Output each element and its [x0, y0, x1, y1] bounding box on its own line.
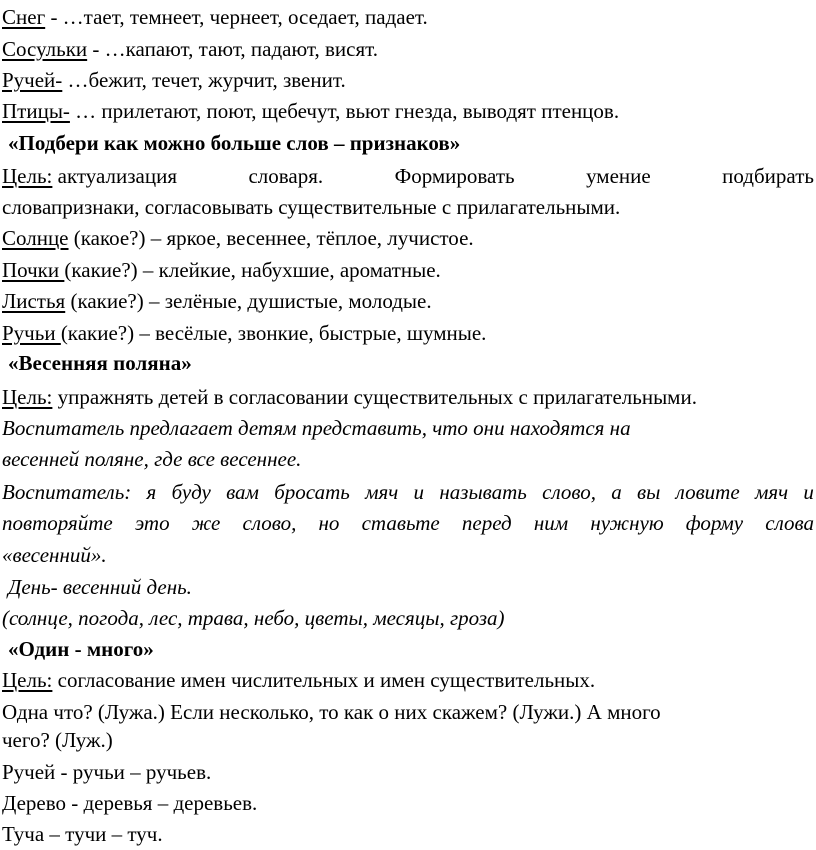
example-line: Туча – тучи – туч.	[2, 822, 163, 846]
goal-word: Формировать	[394, 164, 515, 188]
word: мяч	[365, 480, 399, 504]
term: Снег	[2, 5, 46, 29]
verb-line	[2, 96, 814, 126]
verb-line	[2, 65, 814, 95]
word: я	[146, 480, 157, 504]
goal-text: упражнять детей в согласовании существительных с прилагательными.	[52, 385, 697, 409]
word: повторяйте	[2, 511, 113, 535]
italic-justified-line	[2, 508, 814, 538]
line-text: - …капают, тают, падают, висят.	[87, 37, 378, 61]
line-text: (какие?) – клейкие, набухшие, ароматные.	[64, 258, 441, 282]
goal-label: Цель:	[2, 385, 53, 409]
adjective-line	[2, 255, 814, 285]
word: форму	[685, 511, 744, 535]
italic-line: весенней поляне, где все весеннее.	[2, 447, 302, 471]
text-line: Одна что? (Лужа.) Если несколько, то как о них скажем? (Лужи.) А много	[2, 700, 661, 724]
term: Ручьи	[2, 321, 61, 345]
line-text: - …тает, темнеет, чернеет, оседает, падает.	[45, 5, 428, 29]
word: слово,	[242, 511, 297, 535]
word: но	[318, 511, 340, 535]
word: мяч	[754, 480, 789, 504]
word: слова	[765, 511, 814, 535]
goal-line	[2, 161, 814, 191]
goal-word: умение	[586, 164, 651, 188]
italic-justified-line	[2, 477, 814, 507]
example-line: Ручей - ручьи – ручьев.	[2, 760, 212, 784]
line-text: … прилетают, поют, щебечут, вьют гнезда, выводят птенцов.	[69, 99, 620, 123]
verb-line	[2, 34, 814, 64]
term: Ручей-	[2, 68, 63, 92]
italic-line: «весенний».	[2, 543, 107, 567]
word: вам	[226, 480, 259, 504]
goal-line	[2, 665, 814, 695]
italic-line: День- весенний день.	[8, 575, 192, 599]
word: ним	[533, 511, 569, 535]
line-text: …бежит, течет, журчит, звенит.	[62, 68, 346, 92]
word: называть	[439, 480, 527, 504]
line-text: (какое?) – яркое, весеннее, тёплое, лучистое.	[68, 226, 474, 250]
game-title: «Один - много»	[8, 637, 154, 661]
word: и	[803, 480, 814, 504]
adjective-line	[2, 223, 814, 253]
line-text: (какие?) – зелёные, душистые, молодые.	[65, 289, 432, 313]
word: же	[191, 511, 221, 535]
line-text: (какие?) – весёлые, звонкие, быстрые, шумные.	[60, 321, 487, 345]
term: Сосульки	[2, 37, 88, 61]
word: перед	[461, 511, 512, 535]
goal-word: словаря.	[248, 164, 324, 188]
word: и	[413, 480, 425, 504]
goal-word: актуализация	[57, 164, 177, 188]
adjective-line	[2, 286, 814, 316]
goal-label: Цель:	[2, 164, 53, 188]
word: нужную	[590, 511, 664, 535]
word: слово,	[542, 480, 596, 504]
term: Листья	[2, 289, 66, 313]
term: Почки	[2, 258, 65, 282]
word: а	[611, 480, 622, 504]
game-title: «Подбери как можно больше слов – признаков»	[8, 131, 461, 155]
italic-line: (солнце, погода, лес, трава, небо, цветы, месяцы, гроза)	[2, 606, 505, 630]
text-line: чего? (Луж.)	[2, 728, 113, 752]
word: вы	[637, 480, 661, 504]
goal-label: Цель:	[2, 668, 53, 692]
word: ловите	[675, 480, 740, 504]
word: ставьте	[361, 511, 440, 535]
verb-line	[2, 2, 814, 32]
goal-word: подбирать	[722, 164, 814, 188]
word: это	[134, 511, 170, 535]
italic-line: Воспитатель предлагает детям представить, что они находятся на	[2, 416, 631, 440]
word: буду	[171, 480, 211, 504]
word: Воспитатель:	[2, 480, 132, 504]
game-title: «Весенняя поляна»	[8, 351, 192, 375]
goal-line	[2, 382, 814, 412]
term: Солнце	[2, 226, 69, 250]
example-line: Дерево - деревья – деревьев.	[2, 791, 258, 815]
goal-text: согласование имен числительных и имен существительных.	[52, 668, 596, 692]
term: Птицы-	[2, 99, 70, 123]
goal-continuation: словапризнаки, согласовывать существительные с прилагательными.	[2, 195, 621, 219]
word: бросать	[274, 480, 350, 504]
adjective-line	[2, 318, 814, 348]
